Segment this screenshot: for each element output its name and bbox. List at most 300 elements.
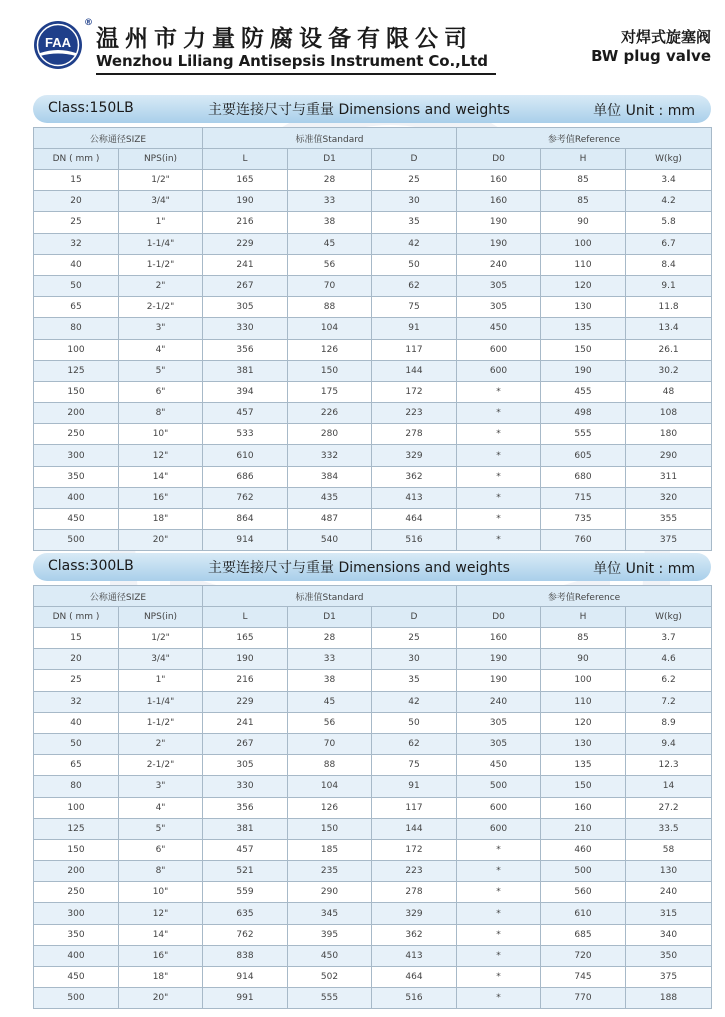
cell-weight: 48 — [626, 381, 712, 402]
cell-h: 610 — [541, 903, 626, 924]
cell-l: 241 — [203, 254, 288, 275]
cell-d: 75 — [372, 755, 457, 776]
cell-l: 305 — [203, 297, 288, 318]
cell-weight: 4.2 — [626, 191, 712, 212]
cell-d0: 240 — [457, 691, 541, 712]
company-name-cn: 温州市力量防腐设备有限公司 — [96, 26, 473, 52]
cell-d1: 104 — [288, 318, 372, 339]
cell-d1: 126 — [288, 797, 372, 818]
cell-dn: 25 — [34, 670, 119, 691]
cell-h: 100 — [541, 670, 626, 691]
col-header-d1: D1 — [288, 149, 372, 170]
cell-l: 521 — [203, 861, 288, 882]
cell-d0: * — [457, 381, 541, 402]
cell-d0: 160 — [457, 628, 541, 649]
cell-l: 229 — [203, 691, 288, 712]
cell-d1: 88 — [288, 297, 372, 318]
cell-d0: 600 — [457, 339, 541, 360]
cell-d1: 345 — [288, 903, 372, 924]
cell-d1: 450 — [288, 945, 372, 966]
table-row — [34, 967, 712, 988]
cell-dn: 20 — [34, 649, 119, 670]
cell-h: 110 — [541, 254, 626, 275]
cell-nps: 12" — [119, 903, 203, 924]
cell-dn: 350 — [34, 924, 119, 945]
reference-group-header: 参考值Reference — [457, 128, 712, 149]
cell-dn: 250 — [34, 424, 119, 445]
cell-h: 120 — [541, 275, 626, 296]
cell-h: 130 — [541, 733, 626, 754]
cell-h: 720 — [541, 945, 626, 966]
cell-d: 329 — [372, 445, 457, 466]
cell-d0: * — [457, 967, 541, 988]
cell-weight: 290 — [626, 445, 712, 466]
cell-d0: * — [457, 403, 541, 424]
cell-weight: 180 — [626, 424, 712, 445]
table-row — [34, 339, 712, 360]
cell-l: 838 — [203, 945, 288, 966]
table-row — [34, 733, 712, 754]
cell-d: 50 — [372, 254, 457, 275]
cell-d: 62 — [372, 733, 457, 754]
table-row — [34, 797, 712, 818]
cell-d: 362 — [372, 466, 457, 487]
section-title: 主要连接尺寸与重量 Dimensions and weights — [208, 560, 510, 576]
cell-nps: 3/4" — [119, 191, 203, 212]
cell-h: 560 — [541, 882, 626, 903]
cell-nps: 18" — [119, 967, 203, 988]
cell-d0: 450 — [457, 755, 541, 776]
registered-mark: ® — [84, 18, 93, 28]
cell-d: 117 — [372, 339, 457, 360]
table-row — [34, 839, 712, 860]
cell-l: 305 — [203, 755, 288, 776]
cell-dn: 125 — [34, 360, 119, 381]
cell-l: 762 — [203, 924, 288, 945]
table-row — [34, 360, 712, 381]
cell-l: 190 — [203, 191, 288, 212]
cell-d1: 502 — [288, 967, 372, 988]
cell-h: 90 — [541, 212, 626, 233]
cell-d: 30 — [372, 649, 457, 670]
cell-d: 91 — [372, 318, 457, 339]
cell-d0: * — [457, 466, 541, 487]
cell-d0: * — [457, 445, 541, 466]
cell-l: 864 — [203, 509, 288, 530]
cell-weight: 3.4 — [626, 170, 712, 191]
cell-weight: 6.7 — [626, 233, 712, 254]
cell-d0: 600 — [457, 360, 541, 381]
cell-h: 190 — [541, 360, 626, 381]
cell-l: 241 — [203, 712, 288, 733]
cell-l: 330 — [203, 776, 288, 797]
cell-nps: 14" — [119, 466, 203, 487]
cell-nps: 6" — [119, 839, 203, 860]
cell-weight: 5.8 — [626, 212, 712, 233]
col-header-l: L — [203, 607, 288, 628]
cell-d0: * — [457, 509, 541, 530]
section-banner — [33, 95, 711, 123]
cell-weight: 12.3 — [626, 755, 712, 776]
cell-nps: 6" — [119, 381, 203, 402]
cell-d0: * — [457, 903, 541, 924]
cell-l: 381 — [203, 360, 288, 381]
cell-dn: 25 — [34, 212, 119, 233]
table-row — [34, 670, 712, 691]
cell-d: 42 — [372, 691, 457, 712]
col-header-d1: D1 — [288, 607, 372, 628]
cell-d0: 305 — [457, 275, 541, 296]
cell-weight: 340 — [626, 924, 712, 945]
col-header-dn: DN ( mm ) — [34, 149, 119, 170]
table-row — [34, 903, 712, 924]
cell-dn: 40 — [34, 254, 119, 275]
cell-d1: 38 — [288, 212, 372, 233]
cell-weight: 3.7 — [626, 628, 712, 649]
cell-h: 85 — [541, 191, 626, 212]
cell-weight: 375 — [626, 530, 712, 551]
cell-dn: 100 — [34, 339, 119, 360]
section-title: 主要连接尺寸与重量 Dimensions and weights — [208, 102, 510, 118]
standard-group-header: 标准值Standard — [203, 128, 457, 149]
table-row — [34, 233, 712, 254]
cell-dn: 80 — [34, 318, 119, 339]
cell-d: 62 — [372, 275, 457, 296]
standard-group-header: 标准值Standard — [203, 586, 457, 607]
cell-dn: 50 — [34, 275, 119, 296]
cell-d: 413 — [372, 945, 457, 966]
cell-d1: 104 — [288, 776, 372, 797]
cell-nps: 1" — [119, 212, 203, 233]
cell-d1: 88 — [288, 755, 372, 776]
cell-d0: * — [457, 487, 541, 508]
cell-nps: 14" — [119, 924, 203, 945]
col-header-d: D — [372, 149, 457, 170]
cell-h: 135 — [541, 755, 626, 776]
cell-d0: 160 — [457, 191, 541, 212]
cell-h: 85 — [541, 170, 626, 191]
cell-l: 457 — [203, 403, 288, 424]
cell-d: 25 — [372, 170, 457, 191]
table-row — [34, 191, 712, 212]
cell-dn: 65 — [34, 297, 119, 318]
cell-l: 165 — [203, 628, 288, 649]
cell-h: 85 — [541, 628, 626, 649]
page-header — [0, 0, 725, 78]
table-row — [34, 403, 712, 424]
cell-l: 229 — [203, 233, 288, 254]
cell-l: 330 — [203, 318, 288, 339]
cell-nps: 1" — [119, 670, 203, 691]
col-header-dn: DN ( mm ) — [34, 607, 119, 628]
cell-weight: 108 — [626, 403, 712, 424]
cell-d0: 160 — [457, 170, 541, 191]
cell-weight: 9.4 — [626, 733, 712, 754]
cell-dn: 500 — [34, 530, 119, 551]
cell-weight: 240 — [626, 882, 712, 903]
table-row — [34, 170, 712, 191]
cell-dn: 125 — [34, 818, 119, 839]
col-header-weight: W(kg) — [626, 607, 712, 628]
cell-weight: 130 — [626, 861, 712, 882]
cell-dn: 80 — [34, 776, 119, 797]
cell-d1: 33 — [288, 649, 372, 670]
class-label: Class:300LB — [48, 558, 134, 574]
table-row — [34, 318, 712, 339]
cell-weight: 11.8 — [626, 297, 712, 318]
cell-d1: 45 — [288, 233, 372, 254]
cell-d1: 235 — [288, 861, 372, 882]
cell-nps: 3" — [119, 318, 203, 339]
cell-l: 267 — [203, 275, 288, 296]
cell-d: 25 — [372, 628, 457, 649]
company-name-en: Wenzhou Liliang Antisepsis Instrument Co.,Ltd — [96, 52, 488, 70]
cell-nps: 8" — [119, 861, 203, 882]
cell-nps: 1-1/4" — [119, 691, 203, 712]
cell-nps: 2-1/2" — [119, 297, 203, 318]
cell-h: 715 — [541, 487, 626, 508]
table-row — [34, 988, 712, 1009]
cell-d1: 56 — [288, 712, 372, 733]
cell-dn: 150 — [34, 381, 119, 402]
col-header-weight: W(kg) — [626, 149, 712, 170]
cell-dn: 350 — [34, 466, 119, 487]
cell-d1: 126 — [288, 339, 372, 360]
cell-l: 610 — [203, 445, 288, 466]
cell-d1: 435 — [288, 487, 372, 508]
cell-d0: * — [457, 424, 541, 445]
cell-d: 464 — [372, 967, 457, 988]
cell-d1: 487 — [288, 509, 372, 530]
cell-weight: 33.5 — [626, 818, 712, 839]
cell-weight: 26.1 — [626, 339, 712, 360]
table-row — [34, 945, 712, 966]
cell-dn: 250 — [34, 882, 119, 903]
cell-dn: 400 — [34, 945, 119, 966]
cell-d0: 305 — [457, 297, 541, 318]
cell-dn: 150 — [34, 839, 119, 860]
dimensions-table — [33, 127, 712, 551]
cell-h: 100 — [541, 233, 626, 254]
cell-d1: 332 — [288, 445, 372, 466]
col-header-d: D — [372, 607, 457, 628]
cell-d1: 45 — [288, 691, 372, 712]
cell-l: 267 — [203, 733, 288, 754]
cell-d0: 305 — [457, 733, 541, 754]
cell-dn: 450 — [34, 509, 119, 530]
cell-d: 172 — [372, 839, 457, 860]
cell-d0: 450 — [457, 318, 541, 339]
cell-d: 75 — [372, 297, 457, 318]
cell-d: 144 — [372, 818, 457, 839]
cell-nps: 2-1/2" — [119, 755, 203, 776]
cell-h: 160 — [541, 797, 626, 818]
cell-d1: 38 — [288, 670, 372, 691]
cell-d1: 395 — [288, 924, 372, 945]
cell-d1: 555 — [288, 988, 372, 1009]
cell-l: 559 — [203, 882, 288, 903]
cell-nps: 3/4" — [119, 649, 203, 670]
table-row — [34, 254, 712, 275]
table-row — [34, 530, 712, 551]
cell-h: 770 — [541, 988, 626, 1009]
cell-d: 117 — [372, 797, 457, 818]
cell-d: 329 — [372, 903, 457, 924]
cell-d: 223 — [372, 861, 457, 882]
cell-d1: 384 — [288, 466, 372, 487]
cell-h: 605 — [541, 445, 626, 466]
dimensions-table — [33, 585, 712, 1009]
table-row — [34, 712, 712, 733]
class-150-section — [33, 95, 711, 551]
header-divider — [96, 73, 496, 75]
cell-weight: 13.4 — [626, 318, 712, 339]
table-row — [34, 297, 712, 318]
cell-h: 555 — [541, 424, 626, 445]
cell-d: 91 — [372, 776, 457, 797]
cell-nps: 1/2" — [119, 628, 203, 649]
cell-h: 460 — [541, 839, 626, 860]
reference-group-header: 参考值Reference — [457, 586, 712, 607]
cell-weight: 7.2 — [626, 691, 712, 712]
cell-l: 356 — [203, 797, 288, 818]
cell-h: 135 — [541, 318, 626, 339]
table-row — [34, 424, 712, 445]
cell-l: 394 — [203, 381, 288, 402]
cell-dn: 450 — [34, 967, 119, 988]
cell-d0: * — [457, 839, 541, 860]
cell-l: 914 — [203, 967, 288, 988]
cell-dn: 15 — [34, 628, 119, 649]
col-header-h: H — [541, 149, 626, 170]
cell-nps: 2" — [119, 733, 203, 754]
cell-d: 413 — [372, 487, 457, 508]
cell-dn: 32 — [34, 691, 119, 712]
section-banner — [33, 553, 711, 581]
cell-dn: 300 — [34, 903, 119, 924]
cell-d: 35 — [372, 670, 457, 691]
cell-l: 635 — [203, 903, 288, 924]
cell-d: 172 — [372, 381, 457, 402]
cell-l: 914 — [203, 530, 288, 551]
cell-dn: 65 — [34, 755, 119, 776]
logo-text: FAA — [45, 35, 71, 50]
cell-weight: 315 — [626, 903, 712, 924]
cell-d1: 226 — [288, 403, 372, 424]
cell-dn: 40 — [34, 712, 119, 733]
cell-d: 278 — [372, 882, 457, 903]
cell-d: 278 — [372, 424, 457, 445]
cell-dn: 50 — [34, 733, 119, 754]
cell-weight: 350 — [626, 945, 712, 966]
cell-h: 685 — [541, 924, 626, 945]
cell-d: 42 — [372, 233, 457, 254]
table-row — [34, 466, 712, 487]
cell-h: 110 — [541, 691, 626, 712]
col-header-nps: NPS(in) — [119, 607, 203, 628]
cell-weight: 9.1 — [626, 275, 712, 296]
cell-weight: 58 — [626, 839, 712, 860]
cell-d0: * — [457, 530, 541, 551]
col-header-h: H — [541, 607, 626, 628]
cell-d1: 56 — [288, 254, 372, 275]
cell-h: 150 — [541, 776, 626, 797]
size-group-header: 公称通径SIZE — [34, 586, 203, 607]
cell-d1: 70 — [288, 275, 372, 296]
cell-d0: 190 — [457, 233, 541, 254]
cell-d: 516 — [372, 988, 457, 1009]
cell-weight: 4.6 — [626, 649, 712, 670]
cell-weight: 375 — [626, 967, 712, 988]
cell-d0: * — [457, 945, 541, 966]
cell-h: 150 — [541, 339, 626, 360]
cell-d0: 240 — [457, 254, 541, 275]
cell-d1: 33 — [288, 191, 372, 212]
cell-d1: 185 — [288, 839, 372, 860]
cell-d1: 540 — [288, 530, 372, 551]
table-row — [34, 649, 712, 670]
cell-d0: 190 — [457, 670, 541, 691]
table-row — [34, 487, 712, 508]
cell-nps: 20" — [119, 988, 203, 1009]
unit-label: 单位 Unit : mm — [593, 561, 695, 577]
table-row — [34, 882, 712, 903]
cell-d0: 500 — [457, 776, 541, 797]
class-label: Class:150LB — [48, 100, 134, 116]
cell-d: 35 — [372, 212, 457, 233]
cell-weight: 14 — [626, 776, 712, 797]
cell-d1: 28 — [288, 170, 372, 191]
cell-nps: 5" — [119, 818, 203, 839]
table-row — [34, 275, 712, 296]
cell-nps: 10" — [119, 424, 203, 445]
cell-nps: 1-1/2" — [119, 712, 203, 733]
col-header-d0: D0 — [457, 149, 541, 170]
table-row — [34, 861, 712, 882]
cell-weight: 311 — [626, 466, 712, 487]
cell-weight: 8.4 — [626, 254, 712, 275]
cell-h: 680 — [541, 466, 626, 487]
cell-dn: 400 — [34, 487, 119, 508]
cell-nps: 20" — [119, 530, 203, 551]
cell-dn: 100 — [34, 797, 119, 818]
col-header-d0: D0 — [457, 607, 541, 628]
cell-nps: 10" — [119, 882, 203, 903]
cell-l: 686 — [203, 466, 288, 487]
cell-weight: 320 — [626, 487, 712, 508]
cell-h: 210 — [541, 818, 626, 839]
cell-d: 464 — [372, 509, 457, 530]
cell-d: 223 — [372, 403, 457, 424]
cell-h: 455 — [541, 381, 626, 402]
cell-dn: 15 — [34, 170, 119, 191]
cell-weight: 27.2 — [626, 797, 712, 818]
cell-h: 120 — [541, 712, 626, 733]
cell-l: 762 — [203, 487, 288, 508]
table-row — [34, 628, 712, 649]
cell-dn: 500 — [34, 988, 119, 1009]
cell-nps: 12" — [119, 445, 203, 466]
product-name-en: BW plug valve — [591, 47, 711, 65]
cell-d0: * — [457, 924, 541, 945]
cell-weight: 355 — [626, 509, 712, 530]
col-header-nps: NPS(in) — [119, 149, 203, 170]
cell-d0: 190 — [457, 212, 541, 233]
cell-nps: 4" — [119, 339, 203, 360]
cell-weight: 188 — [626, 988, 712, 1009]
cell-d0: 305 — [457, 712, 541, 733]
cell-h: 498 — [541, 403, 626, 424]
